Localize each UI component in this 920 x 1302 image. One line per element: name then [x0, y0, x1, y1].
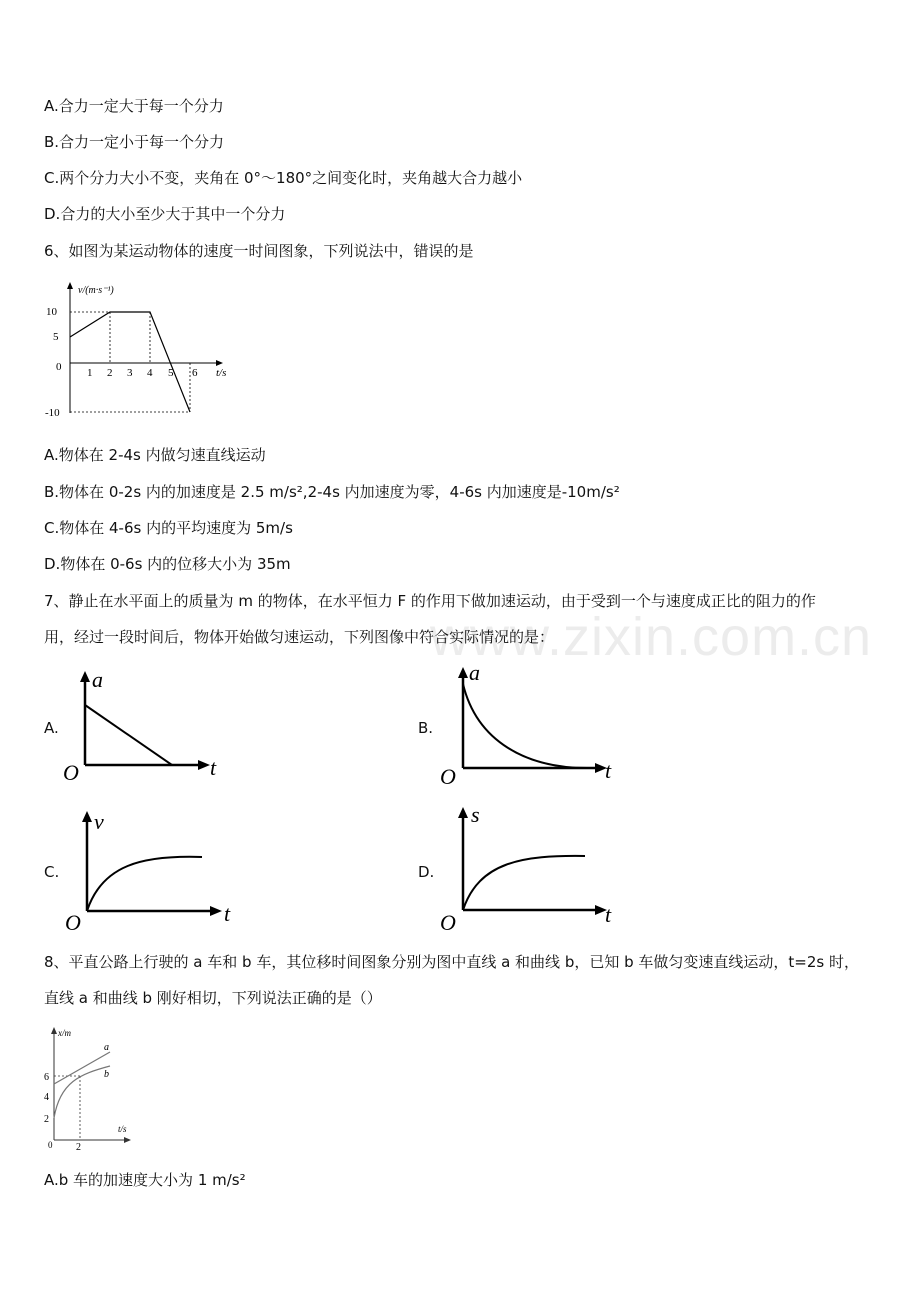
q7-graph-c [62, 805, 242, 935]
q7d-xlabel: t [605, 902, 612, 927]
q5-option-b: B.合力一定小于每一个分力 [44, 133, 225, 151]
q7-label-d: D. [418, 863, 435, 881]
q7c-curve [87, 857, 202, 911]
q8-ylabel: x/m [58, 1028, 71, 1038]
q8-stem-line1: 8、平直公路上行驶的 a 车和 b 车，其位移时间图象分别为图中直线 a 和曲线 b，已知 b 车做匀变速直线运动，t=2s 时， [44, 953, 859, 971]
q8-ytick-2: 2 [44, 1114, 49, 1125]
q6-xtick-4: 4 [147, 367, 153, 379]
q6-option-c: C.物体在 4-6s 内的平均速度为 5m/s [44, 519, 293, 537]
q7a-origin: O [63, 760, 79, 785]
q8-ytick-4: 4 [44, 1092, 49, 1103]
q7b-xlabel: t [605, 758, 612, 783]
q6-ytick-neg10: -10 [45, 407, 60, 419]
q6-vt-graph [40, 278, 240, 423]
q5-option-d: D.合力的大小至少大于其中一个分力 [44, 205, 286, 223]
q7b-curve [463, 684, 587, 768]
q8-xlabel: t/s [118, 1124, 127, 1134]
q7-label-a: A. [44, 719, 59, 737]
q7c-ylabel: v [94, 809, 104, 834]
q6-xtick-1: 1 [87, 367, 93, 379]
q6-xtick-2: 2 [107, 367, 113, 379]
q6-option-a: A.物体在 2-4s 内做匀速直线运动 [44, 446, 266, 464]
q7d-origin: O [440, 910, 456, 935]
q7-label-b: B. [418, 719, 434, 737]
q7-stem-line1: 7、静止在水平面上的质量为 m 的物体，在水平恒力 F 的作用下做加速运动，由于受到一个与速度成正比的阻力的作 [44, 592, 816, 610]
q7-label-c: C. [44, 863, 60, 881]
q8-stem-line2: 直线 a 和曲线 b 刚好相切，下列说法正确的是（） [44, 989, 382, 1007]
q8-series-b-label: b [104, 1069, 109, 1080]
q6-ytick-10: 10 [46, 306, 57, 318]
q7-graph-a [60, 665, 230, 785]
q8-curve-b [54, 1066, 110, 1118]
q7a-line [85, 705, 172, 765]
q6-ytick-5: 5 [53, 331, 59, 343]
q8-ytick-6: 6 [44, 1072, 49, 1083]
q6-velocity-line [70, 312, 190, 412]
q7d-ylabel: s [471, 802, 480, 827]
q6-xtick-5: 5 [168, 367, 174, 379]
q6-option-b: B.物体在 0-2s 内的加速度是 2.5 m/s²,2-4s 内加速度为零，4-6s 内加速度是-10m/s² [44, 483, 620, 501]
q8-xtick-2: 2 [76, 1142, 81, 1152]
q6-xtick-3: 3 [127, 367, 133, 379]
q7-graph-d [437, 800, 622, 935]
q7-graph-b [437, 662, 622, 787]
q7a-xlabel: t [210, 755, 217, 780]
q7a-ylabel: a [92, 667, 103, 692]
q6-xtick-6: 6 [192, 367, 198, 379]
q7-stem-line2: 用，经过一段时间后，物体开始做匀速运动，下列图像中符合实际情况的是： [44, 628, 555, 646]
q7c-origin: O [65, 910, 81, 935]
q6-stem: 6、如图为某运动物体的速度一时间图象，下列说法中，错误的是 [44, 242, 474, 260]
q8-series-a-label: a [104, 1042, 109, 1053]
q6-ylabel: v/(m·s⁻¹) [78, 285, 114, 296]
q5-option-c: C.两个分力大小不变，夹角在 0°～180°之间变化时，夹角越大合力越小 [44, 169, 523, 187]
watermark: www.zixin.com.cn [430, 607, 873, 667]
q7b-origin: O [440, 764, 456, 787]
q8-option-a: A.b 车的加速度大小为 1 m/s² [44, 1171, 246, 1189]
q7d-curve [463, 856, 585, 910]
q6-ytick-0: 0 [56, 361, 62, 373]
q5-option-a: A.合力一定大于每一个分力 [44, 97, 224, 115]
q6-option-d: D.物体在 0-6s 内的位移大小为 35m [44, 555, 291, 573]
q8-xtick-0: 0 [48, 1140, 53, 1150]
q7b-ylabel: a [469, 662, 480, 685]
q8-xt-graph [40, 1022, 140, 1152]
q7c-xlabel: t [224, 901, 231, 926]
q6-xlabel: t/s [216, 367, 227, 379]
